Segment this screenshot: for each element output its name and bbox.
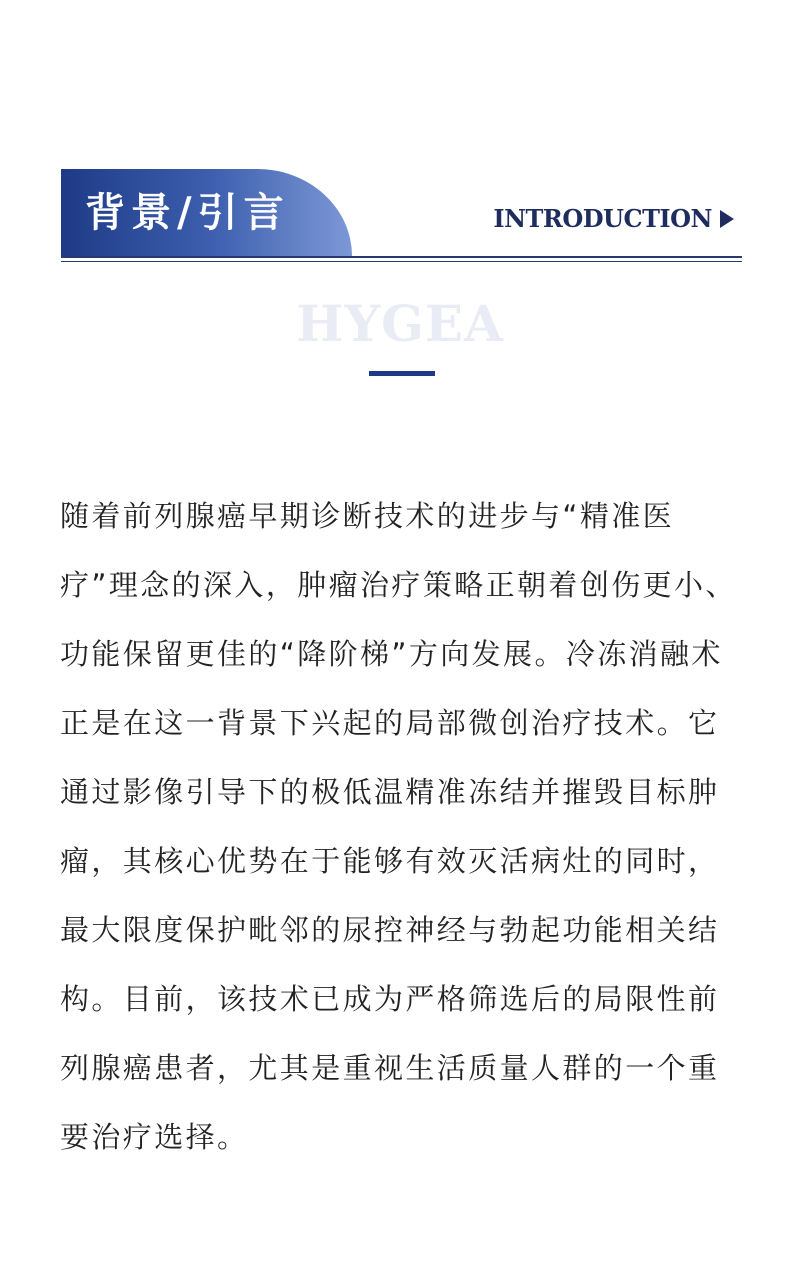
accent-divider-bar: [369, 371, 435, 376]
play-triangle-icon: [720, 210, 734, 228]
section-subtitle-text: INTRODUCTION: [493, 204, 712, 233]
header-divider-line: [61, 256, 742, 258]
intro-paragraph: 随着前列腺癌早期诊断技术的进步与“精准医疗”理念的深入，肿瘤治疗策略正朝着创伤更小、功能保留更佳的“降阶梯”方向发展。冷冻消融术正是在这一背景下兴起的局部微创治疗技术。它通过影像引导下的极低温精准冻结并摧毁目标肿瘤，其核心优势在于能够有效灭活病灶的同时，最大限度保护毗邻的尿控神经与勃起功能相关结构。目前，该技术已成为严格筛选后的局限性前列腺癌患者，尤其是重视生活质量人群的一个重要治疗选择。: [60, 499, 737, 1154]
section-title: 背景/引言: [85, 189, 290, 236]
brand-watermark: HYGEA: [296, 294, 504, 353]
section-subtitle: [493, 201, 734, 237]
header-divider-line-thin: [61, 261, 742, 262]
